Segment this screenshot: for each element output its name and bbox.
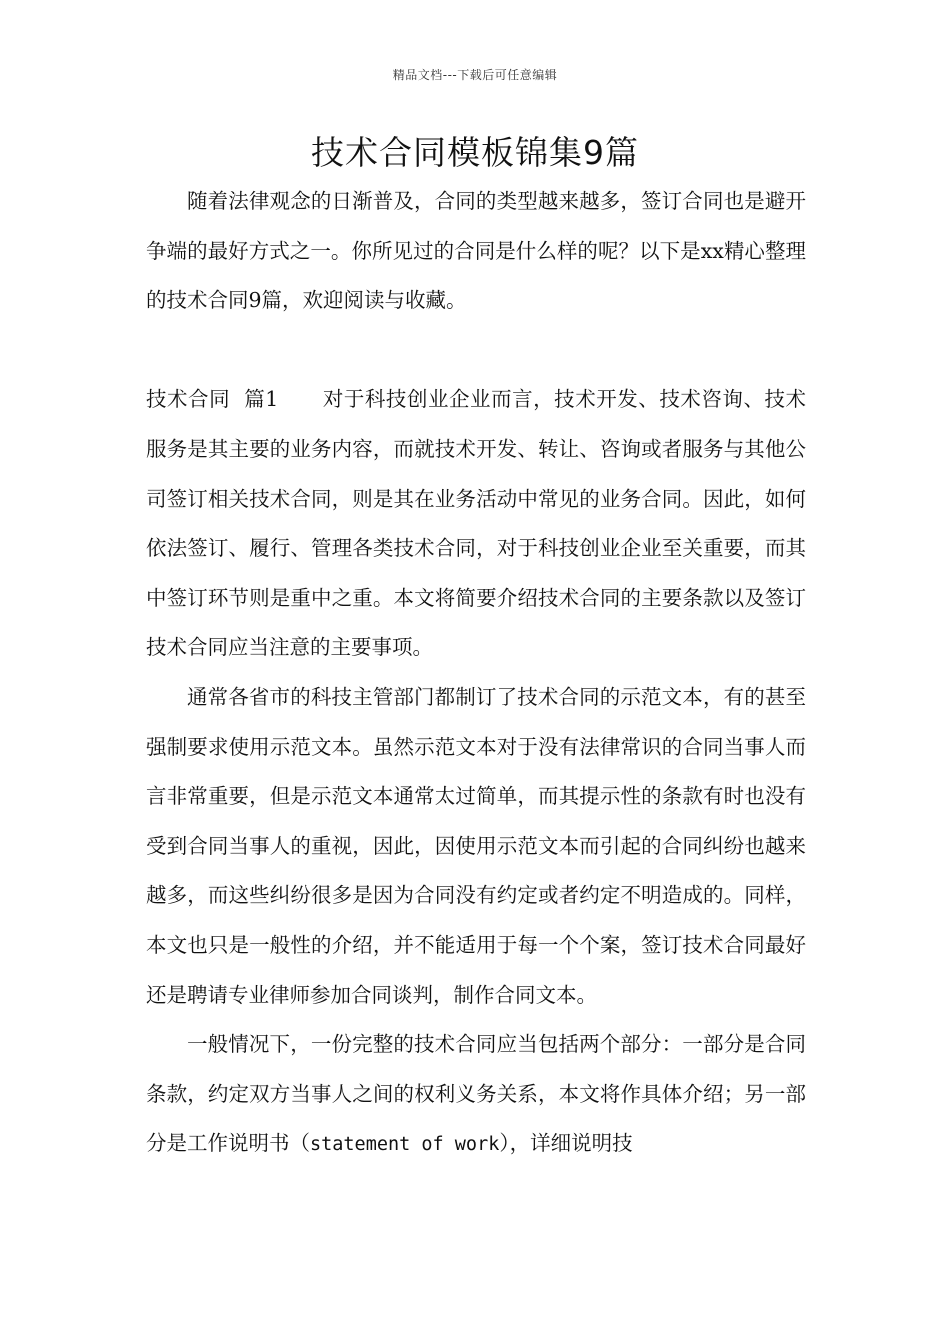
- page-header-note: 精品文档---下载后可任意编辑: [392, 68, 558, 82]
- section-1-paragraph-3: [146, 1020, 806, 1170]
- section-1-paragraph-2: 通常各省市的科技主管部门都制订了技术合同的示范文本，有的甚至强制要求使用示范文本。虽然示范文本对于没有法律常识的合同当事人而言非常重要，但是示范文本通常太过简单，而其提示性的条款有时也没有受到合同当事人的重视，因此，因使用示范文本而引起的合同纠纷也越来越多，而这些纠纷很多是因为合同没有约定或者约定不明造成的。同样，本文也只是一般性的介绍，并不能适用于每一个个案，签订技术合同最好还是聘请专业律师参加合同谈判，制作合同文本。: [146, 684, 806, 1007]
- section-1-paragraph-3-text-a: 一般情况下，一份完整的技术合同应当包括两个部分：一部分是合同条款，约定双方当事人之间的权利义务关系，本文将作具体介绍；另一部分是工作说明书（: [146, 1032, 806, 1156]
- english-term: statement of work: [310, 1134, 500, 1156]
- intro-paragraph: 随着法律观念的日渐普及，合同的类型越来越多，签订合同也是避开争端的最好方式之一。你所见过的合同是什么样的呢？以下是xx精心整理的技术合同9篇，欢迎阅读与收藏。: [146, 189, 806, 313]
- section-1-paragraph-3-text-b: ），详细说明技: [499, 1131, 633, 1156]
- document-body: [146, 177, 806, 1170]
- section-1-paragraph-1: [146, 375, 806, 673]
- document-title: 技术合同模板锦集9篇: [311, 133, 639, 172]
- section-1-heading: 技术合同 篇1: [146, 387, 279, 412]
- section-1-paragraph-1-text: 对于科技创业企业而言，技术开发、技术咨询、技术服务是其主要的业务内容，而就技术开发、转让、咨询或者服务与其他公司签订相关技术合同，则是其在业务活动中常见的业务合同。因此，如何依法签订、履行、管理各类技术合同，对于科技创业企业至关重要，而其中签订环节则是重中之重。本文将简要介绍技术合同的主要条款以及签订技术合同应当注意的主要事项。: [146, 387, 807, 660]
- paragraph-gap: [146, 326, 806, 376]
